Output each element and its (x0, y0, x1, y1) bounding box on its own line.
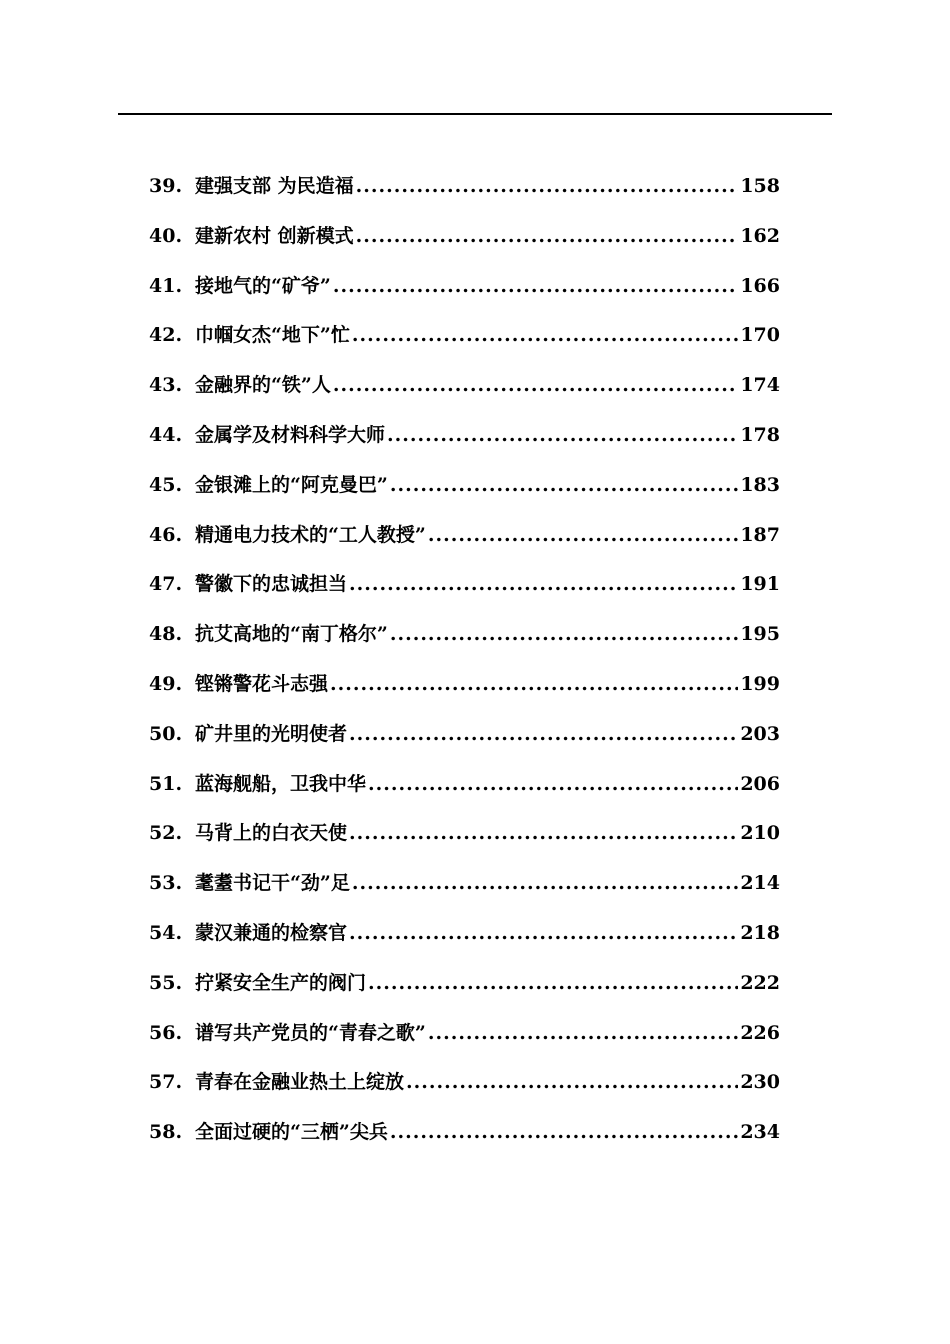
toc-entry[interactable] (149, 809, 780, 859)
toc-page: 166 (740, 274, 780, 297)
toc-title: 耄耋书记干“劲”足 (195, 872, 350, 895)
toc-entry[interactable] (149, 560, 780, 610)
toc-entry[interactable] (149, 1058, 780, 1108)
toc-title: 谱写共产党员的“青春之歌” (195, 1021, 426, 1044)
toc-number: 45. (149, 473, 183, 496)
toc-page: 195 (740, 623, 780, 646)
toc-page: 234 (740, 1121, 780, 1144)
toc-title: 接地气的“矿爷” (195, 274, 331, 297)
toc-leader (352, 311, 738, 361)
toc-entry[interactable] (149, 660, 780, 710)
toc-leader (387, 411, 738, 461)
toc-number: 39. (149, 175, 183, 197)
toc-number: 55. (149, 971, 183, 994)
toc-page: 199 (740, 672, 780, 695)
toc-page: 170 (740, 324, 780, 347)
toc-entry[interactable] (149, 361, 780, 411)
header-rule (118, 113, 832, 115)
toc-entry[interactable] (149, 212, 780, 262)
toc-number: 48. (149, 623, 183, 646)
toc-number: 51. (149, 772, 183, 795)
toc-entry[interactable] (149, 760, 780, 810)
toc-page: 218 (740, 921, 780, 944)
toc-entry[interactable] (149, 710, 780, 760)
toc-page: 230 (740, 1071, 780, 1094)
toc-number: 41. (149, 274, 183, 297)
toc-number: 42. (149, 324, 183, 347)
toc-leader (356, 212, 739, 262)
toc-page: 222 (740, 971, 780, 994)
toc-entry[interactable] (149, 411, 780, 461)
table-of-contents (149, 162, 780, 1158)
toc-number: 52. (149, 822, 183, 845)
toc-leader (390, 461, 738, 511)
toc-page: 210 (740, 822, 780, 845)
toc-leader (333, 262, 738, 312)
toc-title: 铿锵警花斗志强 (195, 672, 329, 695)
toc-title: 蓝海舰船，卫我中华 (195, 772, 367, 795)
toc-entry[interactable] (149, 610, 780, 660)
toc-number: 40. (149, 224, 183, 247)
toc-number: 58. (149, 1121, 183, 1144)
toc-leader (349, 710, 738, 760)
toc-title: 精通电力技术的“工人教授” (195, 523, 426, 546)
toc-title: 拧紧安全生产的阀门 (195, 971, 367, 994)
toc-number: 47. (149, 573, 183, 596)
toc-leader (333, 361, 738, 411)
toc-leader (349, 560, 738, 610)
toc-leader (368, 760, 738, 810)
toc-leader (390, 1108, 738, 1158)
toc-leader (349, 809, 738, 859)
toc-number: 54. (149, 921, 183, 944)
toc-page: 162 (740, 224, 780, 247)
toc-title: 青春在金融业热土上绽放 (195, 1071, 405, 1094)
toc-entry[interactable] (149, 1009, 780, 1059)
toc-leader (428, 511, 738, 561)
toc-entry[interactable] (149, 461, 780, 511)
toc-title: 蒙汉兼通的检察官 (195, 921, 348, 944)
toc-title: 抗艾高地的“南丁格尔” (195, 623, 388, 646)
toc-leader (356, 162, 739, 212)
toc-entry[interactable] (149, 859, 780, 909)
toc-number: 49. (149, 672, 183, 695)
toc-page: 206 (740, 772, 780, 795)
toc-page: 203 (740, 722, 780, 745)
toc-number: 44. (149, 423, 183, 446)
toc-title: 金银滩上的“阿克曼巴” (195, 473, 388, 496)
toc-number: 57. (149, 1071, 183, 1094)
toc-leader (406, 1058, 738, 1108)
toc-title: 警徽下的忠诚担当 (195, 573, 348, 596)
toc-leader (349, 909, 738, 959)
toc-number: 56. (149, 1021, 183, 1044)
toc-leader (352, 859, 738, 909)
toc-title: 马背上的白衣天使 (195, 822, 348, 845)
toc-page: 158 (740, 175, 780, 197)
toc-leader (428, 1009, 738, 1059)
toc-entry[interactable] (149, 311, 780, 361)
toc-title: 建新农村 创新模式 (195, 224, 354, 247)
toc-leader (330, 660, 738, 710)
toc-title: 全面过硬的“三栖”尖兵 (195, 1121, 388, 1144)
toc-entry[interactable] (149, 909, 780, 959)
toc-page: 191 (740, 573, 780, 596)
toc-entry[interactable] (149, 511, 780, 561)
toc-page: 174 (740, 374, 780, 397)
toc-title: 金融界的“铁”人 (195, 374, 331, 397)
toc-number: 50. (149, 722, 183, 745)
toc-number: 43. (149, 374, 183, 397)
toc-entry[interactable] (149, 959, 780, 1009)
toc-number: 53. (149, 872, 183, 895)
toc-title: 巾帼女杰“地下”忙 (195, 324, 350, 347)
toc-page: 226 (740, 1021, 780, 1044)
toc-entry[interactable] (149, 1108, 780, 1158)
toc-page: 178 (740, 423, 780, 446)
toc-entry[interactable] (149, 262, 780, 312)
toc-title: 金属学及材料科学大师 (195, 423, 386, 446)
toc-title: 建强支部 为民造福 (195, 175, 354, 197)
toc-title: 矿井里的光明使者 (195, 722, 348, 745)
toc-page: 187 (740, 523, 780, 546)
toc-page: 183 (740, 473, 780, 496)
toc-leader (390, 610, 738, 660)
toc-leader (368, 959, 738, 1009)
toc-number: 46. (149, 523, 183, 546)
toc-page: 214 (740, 872, 780, 895)
toc-entry[interactable] (149, 162, 780, 212)
